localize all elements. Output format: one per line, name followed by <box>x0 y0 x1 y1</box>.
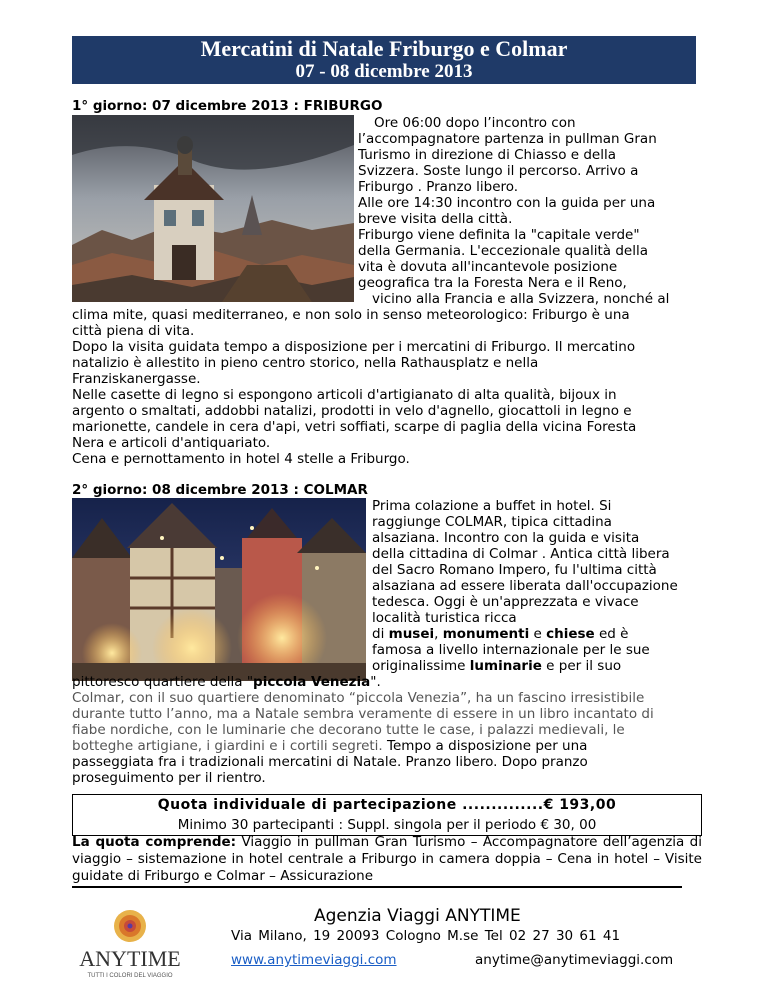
text-span: e per il suo <box>541 658 622 674</box>
bold-word: luminarie <box>469 658 542 674</box>
text-line: Cena e pernottamento in hotel 4 stelle a Friburgo. <box>72 451 410 467</box>
bold-word: chiese <box>546 626 595 642</box>
text-line: l’accompagnatore partenza in pullman Gran <box>358 131 657 147</box>
text-span: originalissime <box>372 658 470 674</box>
text-line: Colmar, con il suo quartiere denominato “piccola Venezia”, ha un fascino irresistibile <box>72 690 645 706</box>
email-address[interactable]: anytime@anytimeviaggi.com <box>475 952 674 968</box>
day2-title: 2° giorno: 08 dicembre 2013 : COLMAR <box>72 482 368 498</box>
text-line <box>372 626 628 642</box>
text-line: del Sacro Romano Impero, fu l'ultima città <box>372 562 657 578</box>
text-line: Svizzera. Soste lungo il percorso. Arrivo a <box>358 163 639 179</box>
price-label: Quota individuale di partecipazione ..............€ 193,00 <box>157 797 617 813</box>
text-line: argento o smaltati, addobbi natalizi, prodotti in velo d'agnello, giocattoli in legno e <box>72 403 632 419</box>
text-line: Friburgo viene definita la "capitale verde" <box>358 227 640 243</box>
text-line: Nelle casette di legno si espongono articoli d'artigianato di alta qualità, bijoux in <box>72 387 617 403</box>
logo-name: ANYTIME <box>79 946 181 971</box>
text-line: geografica tra la Foresta Nera e il Reno, <box>358 275 627 291</box>
text-line: Turismo in direzione di Chiasso e della <box>358 147 616 163</box>
bold-word: musei <box>388 626 435 642</box>
page-title: Mercatini di Natale Friburgo e Colmar <box>200 36 568 61</box>
day1-body <box>72 307 702 467</box>
text-line: alsaziana. Incontro con la guida e visita <box>372 530 640 546</box>
text-line <box>72 738 702 754</box>
text-line: località turistica ricca <box>372 610 517 626</box>
includes-text <box>72 834 702 885</box>
bold-word: piccola Venezia <box>253 674 371 690</box>
minimum-participants: Minimo 30 partecipanti : Suppl. singola per il periodo € 30, 00 <box>177 817 597 833</box>
text-span: ". <box>370 674 381 690</box>
text-line: clima mite, quasi mediterraneo, e non solo in senso meteorologico: Friburgo è una <box>72 307 630 323</box>
trip-dates: 07 - 08 dicembre 2013 <box>295 61 473 82</box>
text-line: natalizio è allestito in pieno centro storico, nella Rathausplatz e nella <box>72 355 539 371</box>
text-line: Dopo la visita guidata tempo a disposizione per i mercatini di Friburgo. Il mercatino <box>72 339 636 355</box>
text-line: famosa a livello internazionale per le sue <box>372 642 650 658</box>
text-line: vita è dovuta all'incantevole posizione <box>358 259 618 275</box>
anytime-logo <box>70 906 190 981</box>
logo-tagline: TUTTI I COLORI DEL VIAGGIO <box>87 973 173 979</box>
text-line: vicino alla Francia e alla Svizzera, nonché al <box>372 291 670 307</box>
day1-title: 1° giorno: 07 dicembre 2013 : FRIBURGO <box>72 98 383 114</box>
agency-address: Via Milano, 19 20093 Cologno M.se Tel 02 27 30 61 41 <box>231 928 621 944</box>
friburgo-photo <box>72 115 354 302</box>
text-span: Tempo a disposizione per una <box>382 738 588 754</box>
text-line: tedesca. Oggi è un'apprezzata e vivace <box>372 594 639 610</box>
text-line: raggiunge COLMAR, tipica cittadina <box>372 514 612 530</box>
text-line: Prima colazione a buffet in hotel. Si <box>372 498 612 514</box>
text-line: alsaziana ad essere liberata dall'occupazione <box>372 578 678 594</box>
includes-label: La quota comprende: <box>72 834 237 850</box>
agency-name: Agenzia Viaggi ANYTIME <box>314 906 521 926</box>
text-span: , <box>434 626 443 642</box>
website-link[interactable]: www.anytimeviaggi.com <box>231 952 397 968</box>
footer-divider <box>72 886 682 888</box>
text-line: Ore 06:00 dopo l’incontro con <box>374 115 576 131</box>
text-line <box>372 658 621 674</box>
text-line: della Germania. L'eccezionale qualità della <box>358 243 648 259</box>
text-line: Friburgo . Pranzo libero. <box>358 179 519 195</box>
sun-emblem-icon <box>114 910 146 942</box>
text-line: passeggiata fra i tradizionali mercatini di Natale. Pranzo libero. Dopo pranzo <box>72 754 588 770</box>
text-span: di <box>372 626 389 642</box>
text-line: Franziskanergasse. <box>72 371 201 387</box>
price-box <box>72 794 702 836</box>
text-line: Alle ore 14:30 incontro con la guida per una <box>358 195 656 211</box>
colmar-photo <box>72 498 366 681</box>
text-span: e <box>529 626 547 642</box>
text-line: della cittadina di Colmar . Antica città libera <box>372 546 670 562</box>
text-line: proseguimento per il rientro. <box>72 770 266 786</box>
text-line: durante tutto l’anno, ma a Natale sembra veramente di essere in un libro incantato di <box>72 706 654 722</box>
text-span: pittoresco quartiere della " <box>72 674 254 690</box>
day2-body <box>72 674 702 786</box>
includes-body: Viaggio in pullman Gran Turismo – Accompagnatore dell’agenzia di viaggio – sistemazione in hotel centrale a Friburgo in camera doppia – Cena in hotel – Visite guidate di Friburgo e Colmar – Assicurazione <box>72 834 703 884</box>
text-line: marionette, candele in cera d'api, vetri soffiati, scarpe di paglia della vicina Foresta <box>72 419 637 435</box>
text-line: fiabe nordiche, con le luminarie che decorano tutte le case, i palazzi medievali, le <box>72 722 625 738</box>
text-line: breve visita della città. <box>358 211 513 227</box>
text-span: ed è <box>594 626 629 642</box>
text-line: Nera e articoli d'antiquariato. <box>72 435 271 451</box>
page-header <box>72 36 696 84</box>
text-span: botteghe artigiane, i giardini e i cortili segreti. <box>72 738 383 754</box>
bold-word: monumenti <box>442 626 530 642</box>
text-line: città piena di vita. <box>72 323 195 339</box>
text-line <box>72 674 702 690</box>
